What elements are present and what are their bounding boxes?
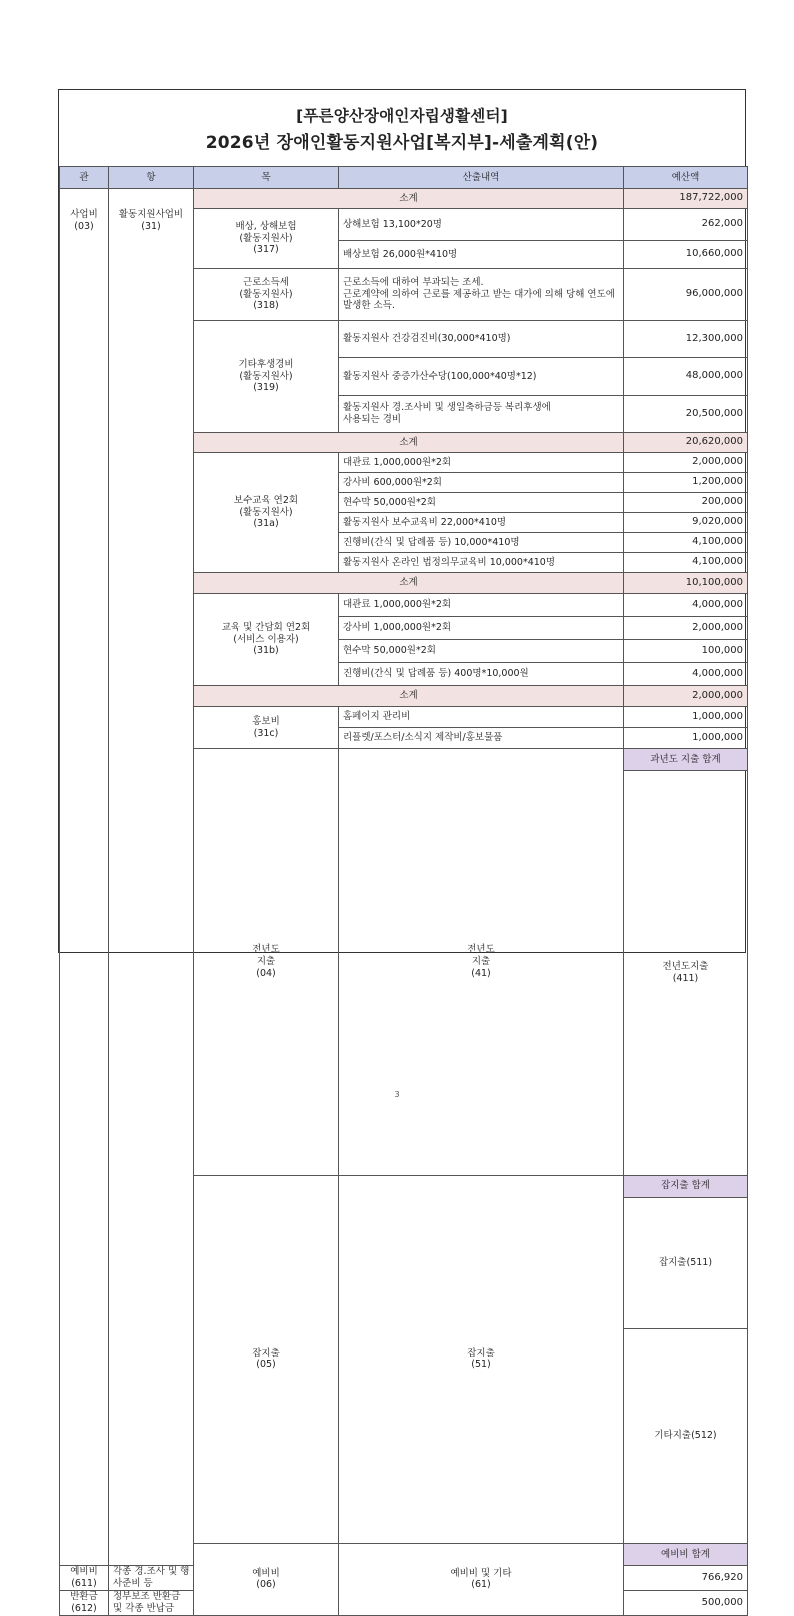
detail-cell: 활동지원사 온라인 법정의무교육비 10,000*410명: [339, 553, 624, 573]
total-label: 예비비 합계: [624, 1544, 748, 1566]
page-number: 3: [394, 1090, 400, 1099]
organization-title: [푸른양산장애인자립생활센터]: [296, 107, 508, 125]
mok-318: 근로소득세 (활동지원사) (318): [194, 269, 339, 321]
detail-cell: 활동지원사 건강검진비(30,000*410명): [339, 321, 624, 358]
subtotal-label: 소계: [194, 686, 624, 707]
amount-cell: 4,000,000: [624, 663, 748, 686]
detail-cell: 정부보조 반환금 및 각종 반납금: [109, 1590, 194, 1615]
amount-cell: 500,000: [624, 1590, 748, 1615]
gwan-misc: 잡지출 (05): [194, 1175, 339, 1543]
amount-cell: 2,000,000: [624, 617, 748, 640]
total-label: 과년도 지출 합계: [624, 749, 748, 771]
amount-cell: 200,000: [624, 493, 748, 513]
detail-cell: 현수막 50,000원*2회: [339, 493, 624, 513]
header-detail: 산출내역: [339, 167, 624, 189]
hang-misc: 잡지출 (51): [339, 1175, 624, 1543]
header-gwan: 관: [60, 167, 109, 189]
total-label: 잡지출 합계: [624, 1175, 748, 1197]
detail-cell: 강사비 600,000원*2회: [339, 473, 624, 493]
amount-cell: 96,000,000: [624, 269, 748, 321]
gwan-reserve: 예비비 (06): [194, 1544, 339, 1616]
table-row: [60, 189, 748, 209]
header-amount: 예산액: [624, 167, 748, 189]
gwan-prev-year: 전년도 지출 (04): [194, 749, 339, 1176]
subtotal-amount: 187,722,000: [624, 189, 748, 209]
table-header-row: [60, 167, 748, 189]
detail-cell: 현수막 50,000원*2회: [339, 640, 624, 663]
detail-cell: 리플렛/포스터/소식지 제작비/홍보물품: [339, 728, 624, 749]
amount-cell: 4,100,000: [624, 553, 748, 573]
amount-cell: 2,000,000: [624, 453, 748, 473]
title-block: [59, 90, 745, 166]
header-mok: 목: [194, 167, 339, 189]
detail-cell: 대관료 1,000,000원*2회: [339, 453, 624, 473]
detail-cell: 진행비(간식 및 답례품 등) 400명*10,000원: [339, 663, 624, 686]
detail-cell: 대관료 1,000,000원*2회: [339, 594, 624, 617]
mok-31b: 교육 및 간담회 연2회 (서비스 이용자) (31b): [194, 594, 339, 686]
header-hang: 항: [109, 167, 194, 189]
detail-cell: 배상보험 26,000원*410명: [339, 241, 624, 269]
subtotal-amount: 10,100,000: [624, 573, 748, 594]
mok-317: 배상, 상해보험 (활동지원사) (317): [194, 209, 339, 269]
hang-prev-year: 전년도 지출 (41): [339, 749, 624, 1176]
mok-511: 잡지출(511): [624, 1197, 748, 1329]
detail-cell: 강사비 1,000,000원*2회: [339, 617, 624, 640]
document-title: 2026년 장애인활동지원사업[복지부]-세출계획(안): [205, 133, 599, 153]
amount-cell: 766,920: [624, 1566, 748, 1591]
subtotal-label: 소계: [194, 189, 624, 209]
detail-cell: 진행비(간식 및 답례품 등) 10,000*410명: [339, 533, 624, 553]
mok-512: 기타지출(512): [624, 1329, 748, 1544]
subtotal-label: 소계: [194, 433, 624, 453]
detail-cell: 각종 경.조사 및 행사준비 등: [109, 1566, 194, 1591]
mok-31c: 홍보비 (31c): [194, 707, 339, 749]
amount-cell: 1,200,000: [624, 473, 748, 493]
amount-cell: 10,660,000: [624, 241, 748, 269]
mok-611: 예비비(611): [60, 1566, 109, 1591]
detail-cell: 활동지원사 경.조사비 및 생일축하금등 복리후생에 사용되는 경비: [339, 396, 624, 433]
subtotal-amount: 2,000,000: [624, 686, 748, 707]
hang-reserve: 예비비 및 기타 (61): [339, 1544, 624, 1616]
amount-cell: 4,100,000: [624, 533, 748, 553]
mok-612: 반환금(612): [60, 1590, 109, 1615]
mok-319: 기타후생경비 (활동지원사) (319): [194, 321, 339, 433]
amount-cell: 1,000,000: [624, 707, 748, 728]
detail-cell: 활동지원사 보수교육비 22,000*410명: [339, 513, 624, 533]
detail-cell: 활동지원사 중증가산수당(100,000*40명*12): [339, 358, 624, 396]
amount-cell: 9,020,000: [624, 513, 748, 533]
budget-table: [59, 166, 748, 1616]
subtotal-label: 소계: [194, 573, 624, 594]
detail-cell: 근로소득에 대하여 부과되는 조세. 근로계약에 의하여 근로를 제공하고 받는 대가에 의해 당해 연도에 발생한 소득.: [339, 269, 624, 321]
mok-31a: 보수교육 연2회 (활동지원사) (31a): [194, 453, 339, 573]
hang-business: 활동지원사업비 (31): [109, 189, 194, 1566]
amount-cell: 262,000: [624, 209, 748, 241]
amount-cell: 20,500,000: [624, 396, 748, 433]
amount-cell: 4,000,000: [624, 594, 748, 617]
budget-document: [58, 89, 746, 1614]
mok-411: 전년도지출 (411): [624, 771, 748, 1176]
amount-cell: 48,000,000: [624, 358, 748, 396]
amount-cell: 1,000,000: [624, 728, 748, 749]
gwan-business: 사업비 (03): [60, 189, 109, 1566]
detail-cell: 상해보험 13,100*20명: [339, 209, 624, 241]
amount-cell: 100,000: [624, 640, 748, 663]
detail-cell: 홈페이지 관리비: [339, 707, 624, 728]
amount-cell: 12,300,000: [624, 321, 748, 358]
subtotal-amount: 20,620,000: [624, 433, 748, 453]
